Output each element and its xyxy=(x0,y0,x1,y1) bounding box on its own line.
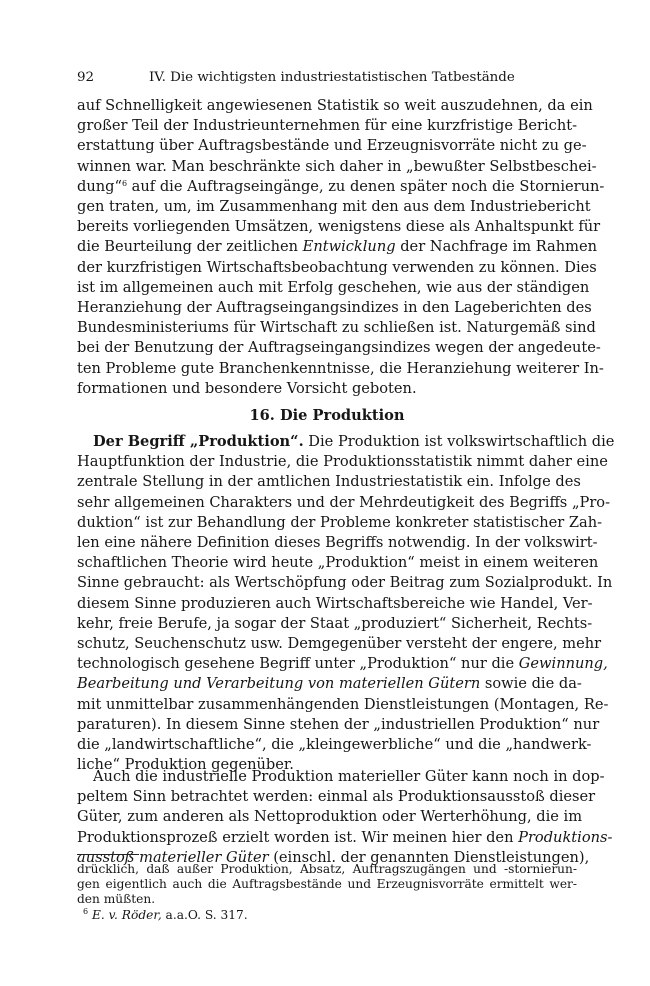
paragraph-industrielle-produktion xyxy=(77,767,613,868)
text-line: auf Schnelligkeit angewiesenen Statistik so weit auszudehnen, da ein xyxy=(77,97,593,114)
footnote-continuation xyxy=(77,862,577,906)
text-line: gen traten, um, im Zusammenhang mit den aus dem Industriebericht xyxy=(77,198,591,216)
text-line: ist im allgemeinen auch mit Erfolg geschehen, wie aus der ständigen xyxy=(77,278,590,296)
text-line: Bearbeitung und Verarbeitung von materiellen Gütern sowie die da- xyxy=(77,675,582,693)
page-number: 92 xyxy=(77,70,95,85)
paragraph-auftragseingang xyxy=(77,96,605,399)
footnote-rule xyxy=(77,854,139,855)
text-line: technologisch gesehene Begriff unter „Produktion“ nur die Gewinnung, xyxy=(77,655,608,673)
text-line: Produktionsprozeß erzielt worden ist. Wir meinen hier den Produktions- xyxy=(77,828,613,846)
footnotes xyxy=(77,862,577,923)
footnote-author: E. v. Röder, xyxy=(91,908,162,923)
text-line: sehr allgemeinen Charakters und der Mehrdeutigkeit des Begriffs „Pro- xyxy=(77,493,611,511)
text-line: Heranziehung der Auftragseingangsindizes in den Lageberichten des xyxy=(77,299,592,317)
text-line: schaftlichen Theorie wird heute „Produktion“ meist in einem weiteren xyxy=(77,554,599,572)
text-line: der kurzfristigen Wirtschaftsbeobachtung verwenden zu können. Dies xyxy=(77,258,597,276)
text-line: Hauptfunktion der Industrie, die Produktionsstatistik nimmt daher eine xyxy=(77,453,608,471)
text-line: bei der Benutzung der Auftragseingangsindizes wegen der angedeute- xyxy=(77,339,601,357)
text-line: schutz, Seuchenschutz usw. Demgegenüber versteht der engere, mehr xyxy=(77,635,602,653)
text-line: mit unmittelbar zusammenhängenden Dienstleistungen (Montagen, Re- xyxy=(77,695,609,713)
text-line: erstattung über Auftragsbestände und Erzeugnisvorräte nicht zu ge- xyxy=(77,137,587,155)
text-line: len eine nähere Definition dieses Begriffs notwendig. In der volkswirt- xyxy=(77,534,598,552)
text-line: winnen war. Man beschränkte sich daher in „bewußter Selbstbeschei- xyxy=(77,157,597,175)
text-line: Auch die industrielle Produktion materieller Güter kann noch in dop- xyxy=(93,768,605,785)
text-line: Güter, zum anderen als Nettoproduktion oder Werterhöhung, die im xyxy=(77,808,583,826)
text-line: bereits vorliegenden Umsätzen, wenigstens diese als Anhaltspunkt für xyxy=(77,218,601,236)
page-header xyxy=(77,70,577,90)
footnote-reference: a.a.O. S. 317. xyxy=(161,908,248,923)
text-line: peltem Sinn betrachtet werden: einmal als Produktionsausstoß dieser xyxy=(77,788,596,806)
footnote-6 xyxy=(77,908,577,923)
text-line: die „landwirtschaftliche“, die „kleingewerbliche“ und die „handwerk- xyxy=(77,736,592,754)
text-line: zentrale Stellung in der amtlichen Industriestatistik ein. Infolge des xyxy=(77,473,581,491)
section-heading: 16. Die Produktion xyxy=(249,407,405,424)
text-line: paraturen). In diesem Sinne stehen der „industriellen Produktion“ nur xyxy=(77,715,600,733)
text-line: dung“$^6$ auf die Auftragseingänge, zu denen später noch die Stornierun- xyxy=(77,177,605,195)
text-line: die Beurteilung der zeitlichen Entwicklung der Nachfrage im Rahmen xyxy=(77,238,597,256)
footnote-line: gen eigentlich auch die Auftragsbestände und Erzeugnisvorräte ermittelt wer- xyxy=(77,876,577,891)
text-line: Bundesministeriums für Wirtschaft zu schließen ist. Naturgemäß sind xyxy=(77,319,596,337)
text-line: ten Probleme gute Branchenkenntnisse, die Heranziehung weiterer In- xyxy=(77,359,604,377)
footnote-line: den müßten. xyxy=(77,891,156,906)
text-line: formationen und besondere Vorsicht geboten. xyxy=(77,379,417,397)
text-line: liche“ Produktion gegenüber. xyxy=(77,756,294,774)
text-line: großer Teil der Industrieunternehmen für eine kurzfristige Bericht- xyxy=(77,117,578,135)
text-line: Der Begriff „Produktion“. Die Produktion ist volkswirtschaftlich die xyxy=(93,433,615,450)
running-head: IV. Die wichtigsten industriestatistischen Tatbestände xyxy=(149,70,515,85)
text-line: ausstoß materieller Güter (einschl. der genannten Dienstleistungen), xyxy=(77,848,590,866)
footnote-mark: 6 xyxy=(83,907,89,917)
text-line: kehr, freie Berufe, ja sogar der Staat „produziert“ Sicherheit, Rechts- xyxy=(77,614,593,632)
text-line: duktion“ ist zur Behandlung der Probleme konkreter statistischer Zah- xyxy=(77,513,603,531)
paragraph-begriff-produktion xyxy=(77,432,615,775)
footnote-line: drücklich, daß außer Produktion, Absatz, Auftragszugängen und -stornierun- xyxy=(77,862,577,876)
run-in-heading: Der Begriff „Produktion“. xyxy=(93,433,304,450)
text-line: Sinne gebraucht: als Wertschöpfung oder Beitrag zum Sozialprodukt. In xyxy=(77,574,613,592)
text-line: diesem Sinne produzieren auch Wirtschaftsbereiche wie Handel, Ver- xyxy=(77,594,593,612)
